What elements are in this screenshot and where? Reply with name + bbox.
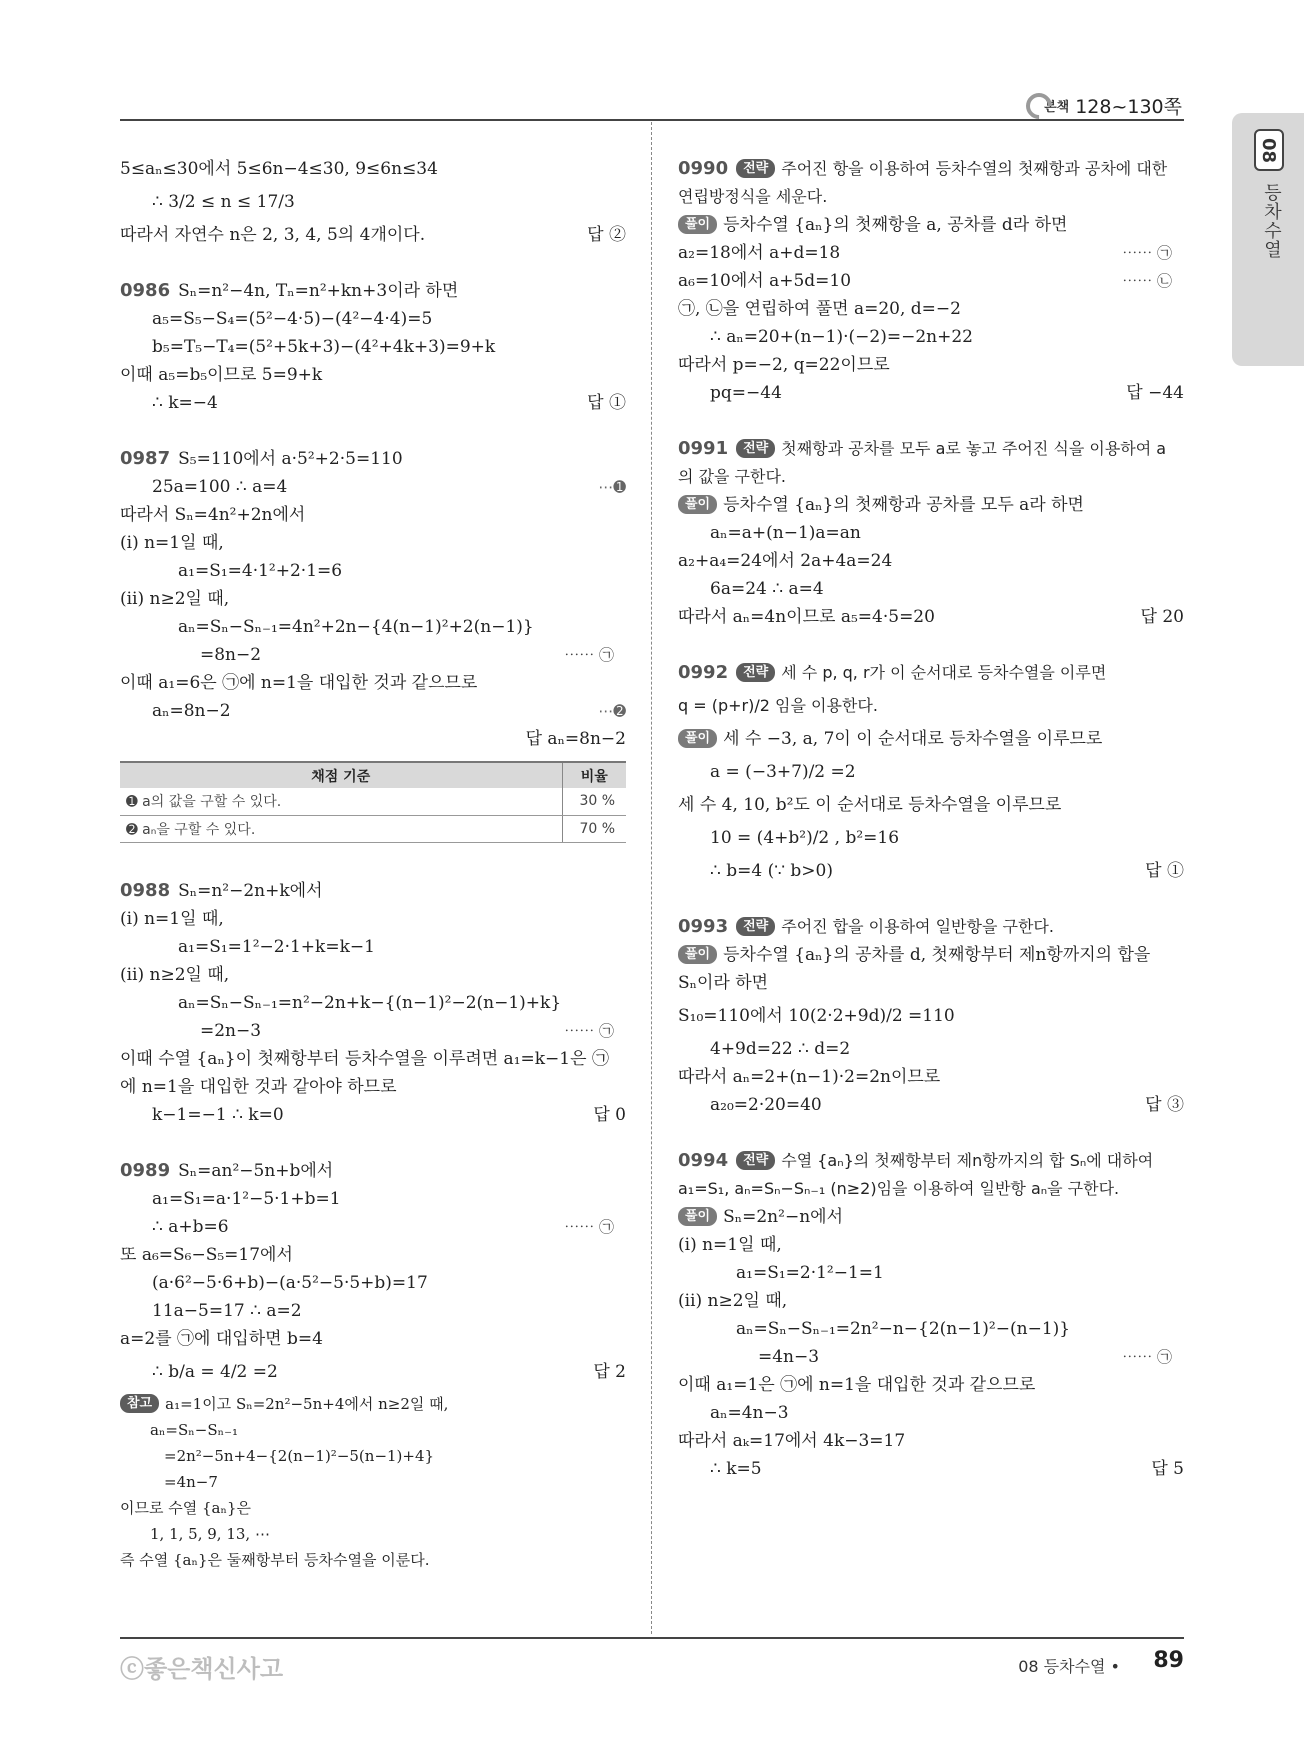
question-0994: [678, 1147, 1184, 1175]
chapter-number: 08: [1258, 137, 1280, 163]
line-text: aₙ=Sₙ−Sₙ₋₁: [150, 1420, 239, 1439]
solution-line: [678, 183, 1184, 211]
top-rule: [120, 119, 1184, 121]
chapter-number-box: [1254, 129, 1284, 171]
strategy-badge: 전략: [736, 439, 775, 458]
line-text: Sₙ=2n²−n에서: [723, 1207, 843, 1227]
line-text: 세 수 −3, a, 7이 이 순서대로 등차수열을 이루므로: [723, 729, 1103, 749]
left-solutions-part2: [120, 877, 626, 1573]
line-text: =8n−2: [200, 645, 262, 665]
solution-badge: 풀이: [678, 729, 717, 748]
line-text: =2n²−5n+4−{2(n−1)²−5(n−1)+4}: [164, 1446, 435, 1465]
solution-line: [120, 933, 626, 961]
line-text: 따라서 Sₙ=4n²+2n에서: [120, 505, 306, 525]
left-column: [120, 155, 626, 1573]
line-text: 주어진 항을 이용하여 등차수열의 첫째항과 공차에 대한: [781, 159, 1168, 178]
solution-line: [120, 1325, 626, 1353]
equation-tag: ⋯⋯ ㉠: [564, 1217, 614, 1236]
solution-line: [678, 687, 1184, 725]
solution-line: [120, 529, 626, 557]
solution-badge: 풀이: [678, 945, 717, 964]
solution-line: [120, 1269, 626, 1297]
line-text: (ⅰ) n=1일 때,: [120, 908, 224, 929]
line-text: 연립방정식을 세운다.: [678, 187, 828, 206]
answer-label: 답 ③: [1145, 1095, 1184, 1115]
line-text: 에 n=1을 대입한 것과 같아야 하므로: [120, 1076, 397, 1097]
question-number: 0990: [678, 158, 729, 179]
grading-ratio: 30 %: [562, 788, 626, 815]
equation-tag: ⋯⋯ ㉠: [564, 646, 614, 664]
grading-table: [120, 761, 626, 843]
answer-label: 답 5: [1151, 1459, 1184, 1479]
equation-tag: ⋯⋯ ㉠: [1122, 1348, 1172, 1366]
line-text: (ⅱ) n≥2일 때,: [678, 1291, 788, 1311]
solution-line: [678, 295, 1184, 323]
line-text: aₙ=Sₙ−Sₙ₋₁=2n²−n−{2(n−1)²−(n−1)}: [736, 1319, 1071, 1339]
line-text: a₁=S₁=a·1²−5·1+b=1: [152, 1188, 341, 1209]
line-text: aₙ=4n−3: [710, 1403, 789, 1423]
solution-line: [120, 1213, 626, 1241]
publisher-logo: ⓒ좋은책신사고: [120, 1655, 284, 1683]
line-text: b₅=T₅−T₄=(5²+5k+3)−(4²+4k+3)=9+k: [152, 337, 496, 357]
line-text: ∴ aₙ=20+(n−1)·(−2)=−2n+22: [710, 327, 973, 347]
solution-line: [120, 155, 626, 183]
answer-label: 답 aₙ=8n−2: [525, 729, 626, 749]
line-text: a₂+a₄=24에서 2a+4a=24: [678, 551, 893, 571]
solution-line: [120, 1101, 626, 1129]
line-text: 주어진 합을 이용하여 일반항을 구한다.: [781, 917, 1054, 936]
line-text: ㉠, ㉡을 연립하여 풀면 a=20, d=−2: [678, 299, 961, 319]
line-text: 11a−5=17 ∴ a=2: [152, 1300, 302, 1321]
line-text: 따라서 p=−2, q=22이므로: [678, 355, 890, 375]
solution-line: [120, 1017, 626, 1045]
line-text: (ⅱ) n≥2일 때,: [120, 589, 230, 609]
line-text: Sₙ이라 하면: [678, 973, 769, 993]
solution-line: [678, 379, 1184, 407]
solution-line: [120, 1521, 626, 1547]
line-text: Sₙ=n²−4n, Tₙ=n²+kn+3이라 하면: [178, 281, 459, 301]
reference-label: 본책: [1044, 100, 1070, 115]
line-text: a₂₀=2·20=40: [710, 1095, 822, 1115]
solution-line: [678, 1259, 1184, 1287]
solution-line: [678, 819, 1184, 857]
line-text: 따라서 aₙ=4n이므로 a₅=4·5=20: [678, 607, 935, 627]
solution-line: [120, 473, 626, 501]
solution-line: [120, 1185, 626, 1213]
line-text: aₙ=Sₙ−Sₙ₋₁=4n²+2n−{4(n−1)²+2(n−1)}: [178, 617, 534, 637]
solution-line: [678, 575, 1184, 603]
line-text: ∴ a+b=6: [152, 1216, 229, 1237]
line-text: =2n−3: [200, 1020, 262, 1041]
solution-line: [120, 669, 626, 697]
solution-line: [678, 239, 1184, 267]
page-reference: [1026, 92, 1182, 119]
question-number: 0988: [120, 879, 171, 901]
question-number: 0992: [678, 662, 729, 683]
answer-label: 답 0: [593, 1104, 626, 1125]
left-solutions-part1: [120, 155, 626, 753]
solution-line: [120, 1353, 626, 1391]
solution-line: [678, 1231, 1184, 1259]
strategy-badge: 전략: [736, 1151, 775, 1170]
question-number: 0991: [678, 438, 729, 459]
solution-line: [678, 547, 1184, 575]
solution-line: [120, 333, 626, 361]
line-text: 따라서 aₙ=2+(n−1)·2=2n이므로: [678, 1067, 941, 1087]
solution-line: [678, 1371, 1184, 1399]
solution-line: [120, 389, 626, 417]
question-number: 0986: [120, 280, 171, 301]
page-number: 89: [1153, 1648, 1184, 1673]
solution-line: [678, 1203, 1184, 1231]
line-text: (ⅰ) n=1일 때,: [678, 1235, 782, 1255]
chapter-title: 등차수열: [1261, 183, 1282, 259]
solution-line: [120, 585, 626, 613]
right-column: [678, 155, 1184, 1483]
solution-line: [678, 1063, 1184, 1091]
line-text: aₙ=a+(n−1)a=an: [710, 523, 861, 543]
line-text: a = (−3+7)/2 =2: [710, 762, 856, 782]
question-0988: [120, 877, 626, 905]
solution-line: [678, 969, 1184, 997]
line-text: a₆=10에서 a+5d=10: [678, 271, 852, 291]
reference-pages: 128~130쪽: [1075, 96, 1182, 118]
question-0986: [120, 277, 626, 305]
question-0990: [678, 155, 1184, 183]
solution-line: [120, 501, 626, 529]
grading-header-criteria: 채점 기준: [120, 762, 562, 788]
answer-label: 답 2: [593, 1361, 626, 1382]
solution-line: [120, 641, 626, 669]
solution-line: [678, 1287, 1184, 1315]
line-text: (ⅱ) n≥2일 때,: [120, 964, 230, 985]
chapter-tab[interactable]: [1232, 113, 1304, 366]
solution-line: [120, 725, 626, 753]
solution-line: [120, 1391, 626, 1417]
line-text: 이때 수열 {aₙ}이 첫째항부터 등차수열을 이루려면 a₁=k−1은 ㉠: [120, 1048, 609, 1069]
solution-line: [120, 989, 626, 1017]
question-0989: [120, 1157, 626, 1185]
line-text: 첫째항과 공차를 모두 a로 놓고 주어진 식을 이용하여 a: [781, 439, 1167, 458]
question-0987: [120, 445, 626, 473]
solution-line: [678, 997, 1184, 1035]
footer-chapter: 08 등차수열 •: [1018, 1657, 1120, 1676]
solution-line: [678, 519, 1184, 547]
line-text: 10 = (4+b²)/2 , b²=16: [710, 828, 900, 848]
solution-line: [120, 1073, 626, 1101]
line-text: =4n−7: [164, 1472, 218, 1491]
line-text: a₂=18에서 a+d=18: [678, 243, 841, 263]
solution-line: [120, 1547, 626, 1573]
line-text: a=2를 ㉠에 대입하면 b=4: [120, 1328, 323, 1349]
solution-badge: 풀이: [678, 1207, 717, 1226]
grading-row: [120, 788, 626, 815]
line-text: a₁=1이고 Sₙ=2n²−5n+4에서 n≥2일 때,: [165, 1394, 449, 1413]
question-number: 0994: [678, 1150, 729, 1171]
line-text: 5≤aₙ≤30에서 5≤6n−4≤30, 9≤6n≤34: [120, 159, 438, 179]
strategy-badge: 전략: [736, 917, 775, 936]
line-text: 의 값을 구한다.: [678, 467, 786, 486]
line-text: ∴ k=5: [710, 1459, 762, 1479]
solution-line: [120, 183, 626, 221]
solution-line: [678, 753, 1184, 791]
solution-line: [120, 1495, 626, 1521]
line-text: a₁=S₁=4·1²+2·1=6: [178, 561, 343, 581]
line-text: a₁=S₁, aₙ=Sₙ−Sₙ₋₁ (n≥2)임을 이용하여 일반항 aₙ을 구한다.: [678, 1179, 1120, 1198]
line-text: ∴ k=−4: [152, 393, 218, 413]
solution-line: [120, 1443, 626, 1469]
grading-ratio: 70 %: [562, 815, 626, 842]
solution-line: [678, 1427, 1184, 1455]
line-text: Sₙ=n²−2n+k에서: [178, 880, 323, 901]
solution-line: [678, 1035, 1184, 1063]
solution-line: [678, 1399, 1184, 1427]
line-text: =4n−3: [758, 1347, 820, 1367]
solution-line: [120, 1297, 626, 1325]
line-text: 등차수열 {aₙ}의 첫째항과 공차를 모두 a라 하면: [723, 495, 1084, 515]
solution-line: [678, 857, 1184, 885]
question-number: 0989: [120, 1159, 171, 1181]
solution-line: [678, 1091, 1184, 1119]
equation-tag: ⋯⋯ ㉡: [1122, 272, 1172, 290]
solution-line: [678, 725, 1184, 753]
solution-line: [678, 463, 1184, 491]
solution-line: [120, 221, 626, 249]
line-text: 이므로 수열 {aₙ}은: [120, 1498, 251, 1517]
line-text: a₅=S₅−S₄=(5²−4·5)−(4²−4·4)=5: [152, 309, 433, 329]
line-text: 이때 a₁=1은 ㉠에 n=1을 대입한 것과 같으므로: [678, 1375, 1036, 1395]
solution-badge: 풀이: [678, 215, 717, 234]
solution-line: [678, 1455, 1184, 1483]
solution-line: [120, 905, 626, 933]
grading-criterion: ➋ aₙ을 구할 수 있다.: [120, 815, 562, 842]
line-text: ∴ b=4 (∵ b>0): [710, 861, 833, 881]
line-text: ∴ 3/2 ≤ n ≤ 17/3: [152, 192, 295, 212]
solution-line: [120, 305, 626, 333]
solution-line: [678, 267, 1184, 295]
solution-line: [678, 603, 1184, 631]
line-text: 등차수열 {aₙ}의 첫째항을 a, 공차를 d라 하면: [723, 215, 1068, 235]
grading-header-ratio: 비율: [562, 762, 626, 788]
line-text: a₁=S₁=2·1²−1=1: [736, 1263, 884, 1283]
solution-line: [678, 351, 1184, 379]
line-text: 또 a₆=S₆−S₅=17에서: [120, 1244, 293, 1265]
line-text: (a·6²−5·6+b)−(a·5²−5·5+b)=17: [152, 1272, 428, 1293]
bottom-rule: [120, 1637, 1184, 1639]
solution-line: [120, 961, 626, 989]
right-solutions: [678, 155, 1184, 1483]
strategy-badge: 전략: [736, 159, 775, 178]
solution-line: [120, 557, 626, 585]
solution-badge: 풀이: [678, 495, 717, 514]
solution-line: [120, 697, 626, 725]
solution-line: [678, 323, 1184, 351]
step-marker: ⋯➋: [598, 702, 626, 720]
line-text: ∴ b/a = 4/2 =2: [152, 1361, 278, 1382]
solution-line: [120, 1469, 626, 1495]
solution-line: [678, 1175, 1184, 1203]
line-text: k−1=−1 ∴ k=0: [152, 1104, 284, 1125]
solution-line: [120, 613, 626, 641]
question-0992: [678, 659, 1184, 687]
line-text: aₙ=8n−2: [152, 701, 231, 721]
question-number: 0987: [120, 448, 171, 469]
line-text: 4+9d=22 ∴ d=2: [710, 1039, 851, 1059]
line-text: aₙ=Sₙ−Sₙ₋₁=n²−2n+k−{(n−1)²−2(n−1)+k}: [178, 992, 562, 1013]
line-text: 세 수 p, q, r가 이 순서대로 등차수열을 이루면: [781, 663, 1107, 682]
line-text: 1, 1, 5, 9, 13, ⋯: [150, 1524, 270, 1543]
line-text: 이때 a₁=6은 ㉠에 n=1을 대입한 것과 같으므로: [120, 673, 478, 693]
solution-line: [678, 941, 1184, 969]
grading-criterion: ➊ a의 값을 구할 수 있다.: [120, 788, 562, 815]
line-text: 등차수열 {aₙ}의 공차를 d, 첫째항부터 제n항까지의 합을: [723, 945, 1151, 965]
line-text: q = (p+r)/2 임을 이용한다.: [678, 696, 878, 715]
solution-line: [120, 361, 626, 389]
solution-line: [678, 1315, 1184, 1343]
line-text: pq=−44: [710, 383, 782, 403]
question-0993: [678, 913, 1184, 941]
line-text: 6a=24 ∴ a=4: [710, 579, 824, 599]
question-number: 0993: [678, 916, 729, 937]
answer-label: 답 20: [1140, 607, 1184, 627]
grading-row: [120, 815, 626, 842]
line-text: 이때 a₅=b₅이므로 5=9+k: [120, 365, 323, 385]
note-badge: 참고: [120, 1394, 159, 1413]
strategy-badge: 전략: [736, 663, 775, 682]
question-0991: [678, 435, 1184, 463]
column-divider: [651, 122, 652, 1634]
line-text: 따라서 aₖ=17에서 4k−3=17: [678, 1431, 906, 1451]
answer-label: 답 ①: [1145, 861, 1184, 881]
answer-label: 답 −44: [1126, 383, 1184, 403]
line-text: (ⅰ) n=1일 때,: [120, 533, 224, 553]
line-text: 25a=100 ∴ a=4: [152, 477, 288, 497]
answer-label: 답 ②: [587, 225, 626, 245]
solution-line: [120, 1045, 626, 1073]
solution-line: [678, 491, 1184, 519]
line-text: 따라서 자연수 n은 2, 3, 4, 5의 4개이다.: [120, 225, 426, 245]
line-text: 세 수 4, 10, b²도 이 순서대로 등차수열을 이루므로: [678, 795, 1062, 815]
line-text: S₁₀=110에서 10(2·2+9d)/2 =110: [678, 1006, 955, 1026]
solution-line: [678, 791, 1184, 819]
line-text: Sₙ=an²−5n+b에서: [178, 1160, 334, 1181]
solution-line: [120, 1417, 626, 1443]
solution-line: [678, 1343, 1184, 1371]
equation-tag: ⋯⋯ ㉠: [564, 1021, 614, 1040]
answer-label: 답 ①: [587, 393, 626, 413]
line-text: S₅=110에서 a·5²+2·5=110: [178, 449, 403, 469]
solution-line: [120, 1241, 626, 1269]
line-text: 수열 {aₙ}의 첫째항부터 제n항까지의 합 Sₙ에 대하여: [781, 1151, 1154, 1170]
line-text: 즉 수열 {aₙ}은 둘째항부터 등차수열을 이룬다.: [120, 1550, 430, 1569]
equation-tag: ⋯⋯ ㉠: [1122, 244, 1172, 262]
step-marker: ⋯➊: [598, 478, 626, 496]
solution-line: [678, 211, 1184, 239]
line-text: a₁=S₁=1²−2·1+k=k−1: [178, 936, 375, 957]
